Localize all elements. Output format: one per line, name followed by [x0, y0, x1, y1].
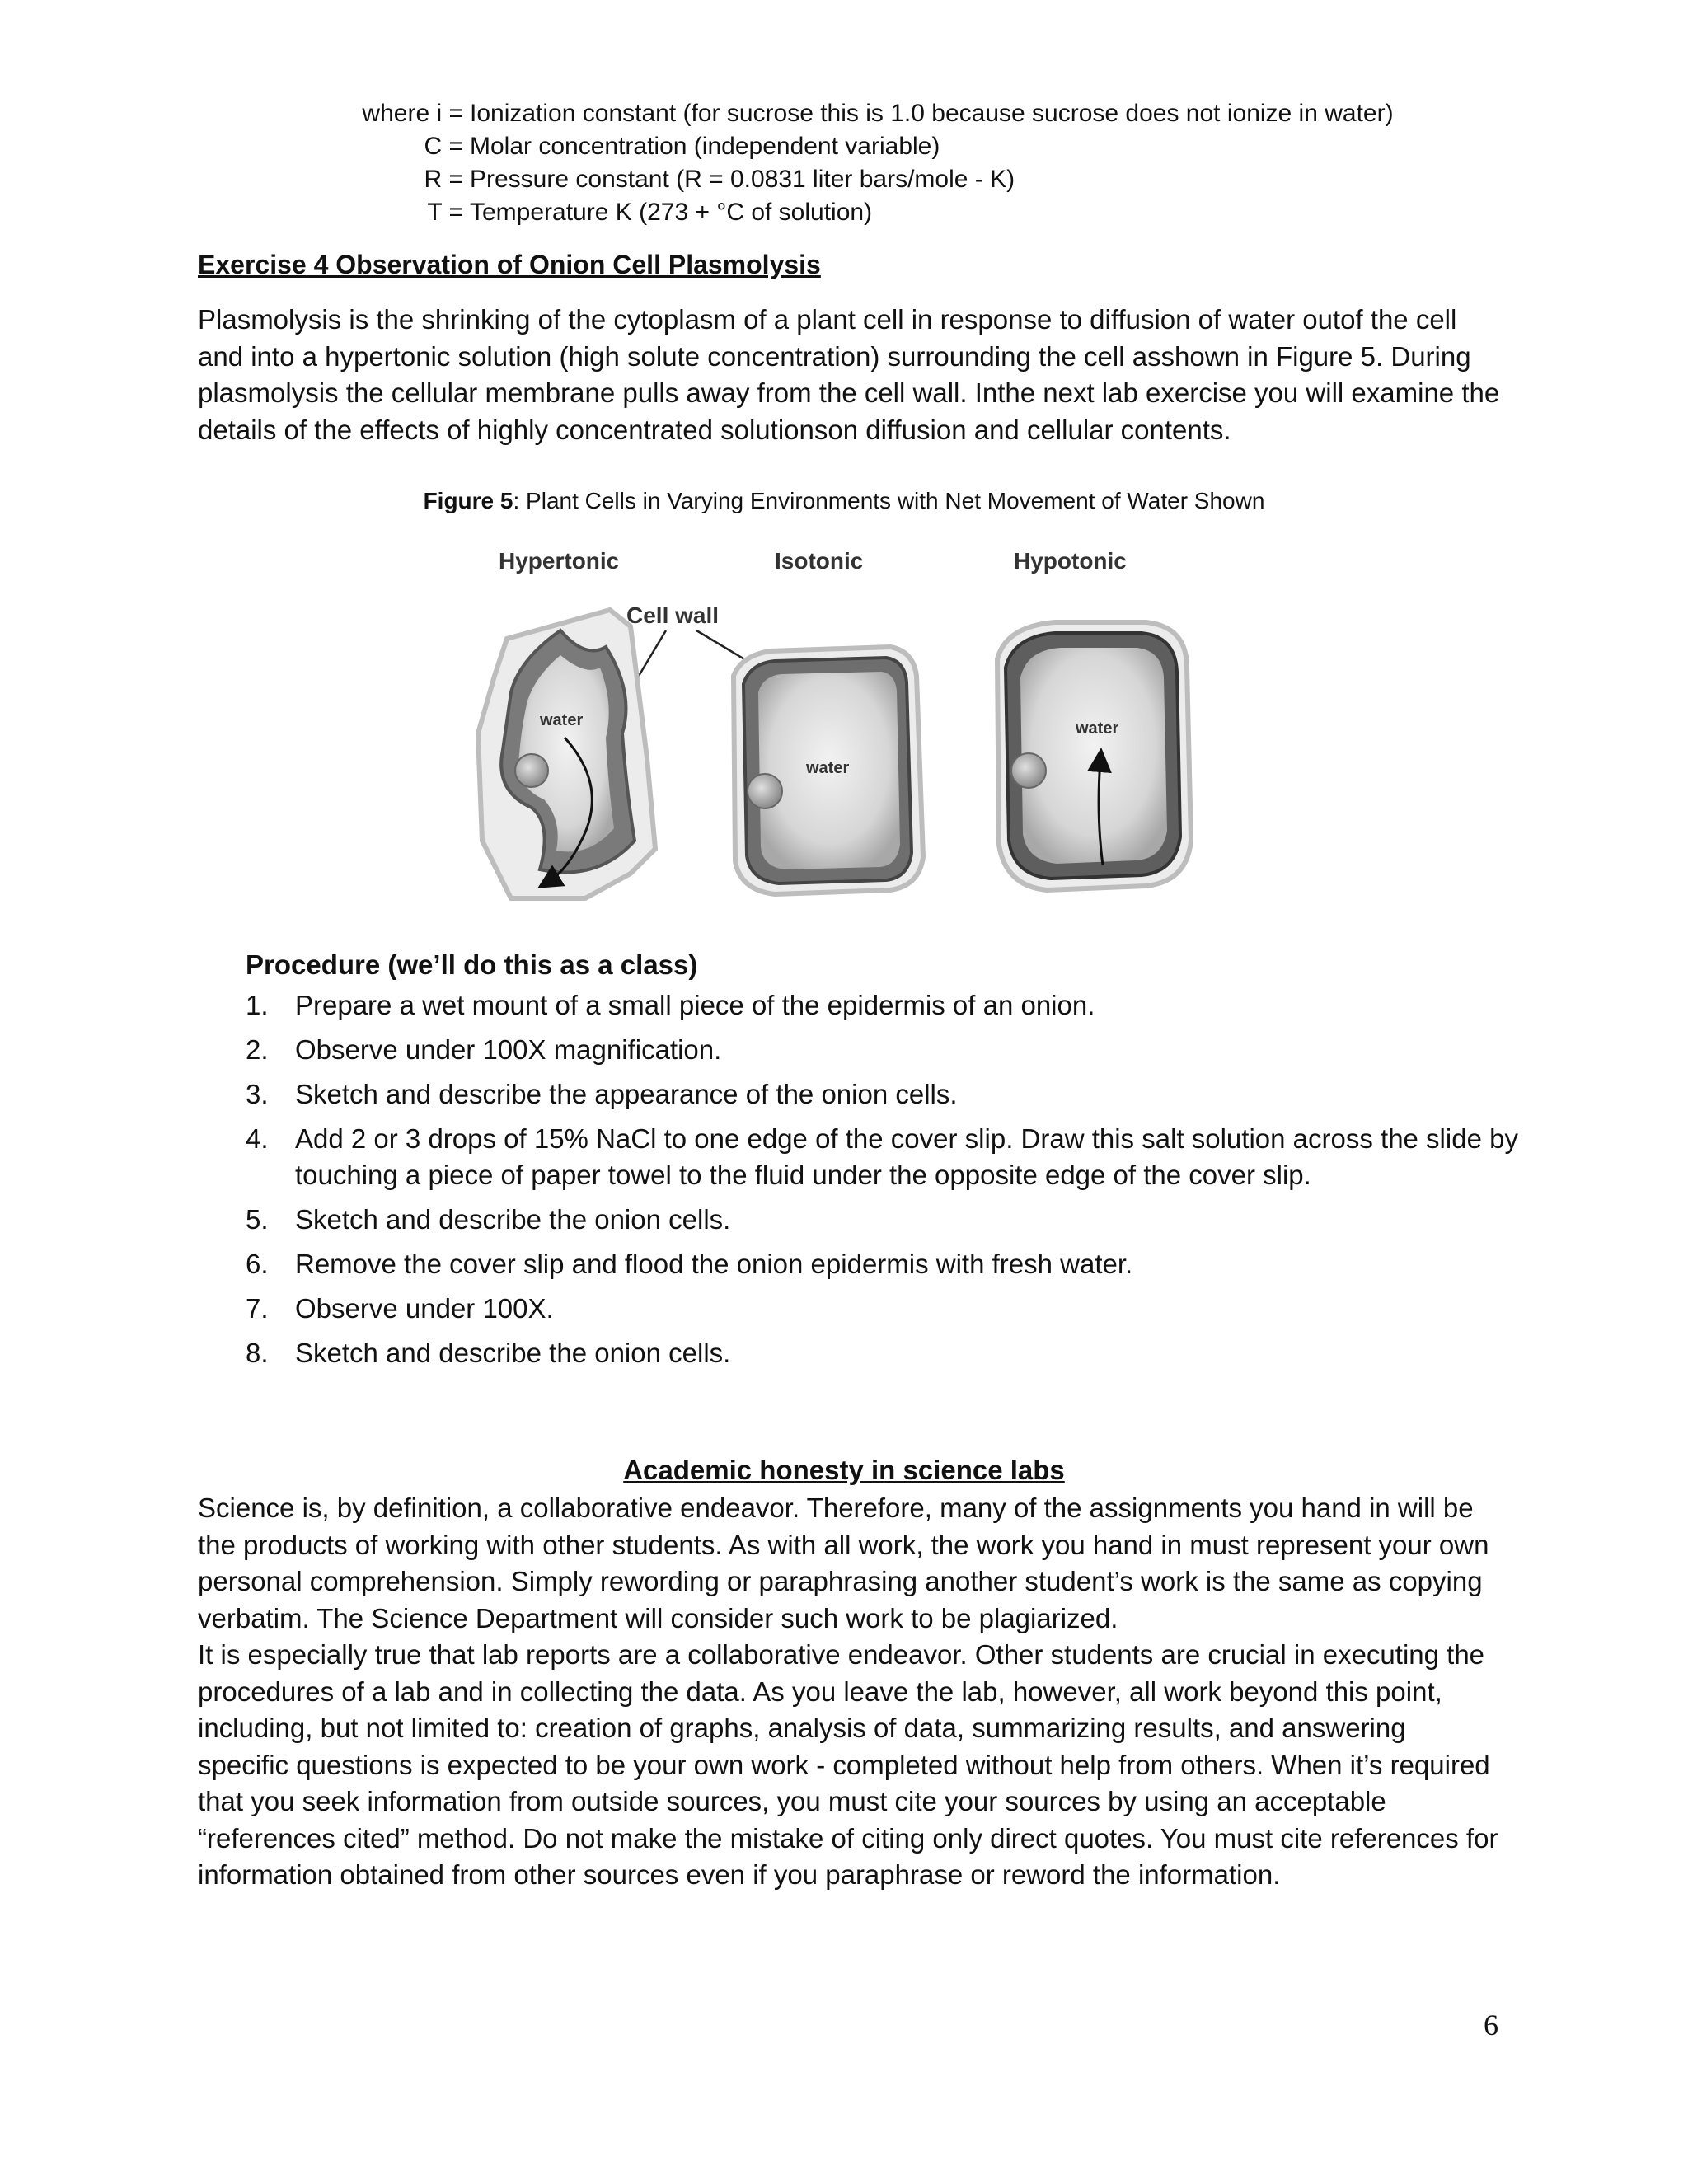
procedure-heading: Procedure (we’ll do this as a class): [246, 949, 698, 980]
isotonic-nucleus: [748, 774, 782, 808]
step-number: 6.: [246, 1249, 269, 1279]
step-number: 4.: [246, 1123, 269, 1154]
plasmolysis-paragraph: Plasmolysis is the shrinking of the cytoplasm of a plant cell in response to diffusion of water outof the cell and into a hypertonic solution (high solute concentration) surrounding the cell asshown in Figure 5. During plasmolysis the cellular membrane pulls away from the cell wall. Inthe next lab exercise you will examine the details of the effects of highly concentrated solutionson diffusion and cellular contents.: [198, 304, 1500, 445]
definition-symbol: where i =: [362, 100, 463, 127]
step-text: Observe under 100X magnification.: [295, 1034, 722, 1065]
figure-caption-text: : Plant Cells in Varying Environments with Net Movement of Water Shown: [513, 488, 1265, 513]
procedure-step: [246, 1121, 1531, 1193]
isotonic-water-label: water: [806, 759, 850, 777]
hypotonic-nucleus: [1011, 753, 1046, 788]
definition-symbol: C =: [424, 133, 463, 160]
hypertonic-cell: [478, 610, 655, 898]
plant-cells-illustration: [462, 544, 1236, 923]
hypertonic-label: Hypertonic: [499, 548, 620, 574]
definition-row: [354, 163, 1394, 196]
academic-honesty-heading: Academic honesty in science labs: [623, 1455, 1065, 1485]
isotonic-cell: [734, 647, 923, 894]
procedure-step: [246, 1335, 1531, 1371]
academic-honesty-paragraph: It is especially true that lab reports are a collaborative endeavor. Other students are crucial in executing the procedures of a lab and in collecting the data. As you leave the lab, however, all work beyond this point, including, but not limited to: creation of graphs, analysis of data, summarizing results, and answering specific questions is expected to be your own work - completed without help from others. When it’s required that you seek information from outside sources, you must cite your sources by using an acceptable “references cited” method. Do not make the mistake of citing only direct quotes. You must cite references for information obtained from other sources even if you paraphrase or reword the information.: [198, 1639, 1498, 1890]
procedure-step: [246, 1202, 1531, 1238]
exercise-4-heading: Exercise 4 Observation of Onion Cell Plasmolysis: [198, 250, 821, 279]
step-text: Sketch and describe the onion cells.: [295, 1204, 731, 1235]
definition-text: Pressure constant (R = 0.0831 liter bars/mole - K): [470, 166, 1015, 193]
step-number: 3.: [246, 1079, 269, 1109]
step-text: Sketch and describe the appearance of the onion cells.: [295, 1079, 958, 1109]
variable-definitions: [354, 97, 1394, 229]
figure-caption-label: Figure 5: [423, 488, 513, 513]
hypotonic-cytoplasm: [1020, 648, 1167, 864]
procedure-step: [246, 1032, 1531, 1068]
plant-cells-figure: [462, 544, 1236, 923]
procedure-steps: [246, 987, 1531, 1380]
step-number: 7.: [246, 1293, 269, 1324]
definition-row: [354, 196, 1394, 229]
page-number: 6: [1484, 2008, 1498, 2041]
step-text: Observe under 100X.: [295, 1293, 554, 1324]
definition-text: Temperature K (273 + °C of solution): [470, 199, 873, 226]
step-number: 2.: [246, 1034, 269, 1065]
step-text: Add 2 or 3 drops of 15% NaCl to one edge of the cover slip. Draw this salt solution across the slide by touching a piece of paper towel to the fluid under the opposite edge of the cover slip.: [295, 1123, 1518, 1190]
procedure-step: [246, 1076, 1531, 1113]
step-number: 1.: [246, 990, 269, 1020]
cell-wall-label: Cell wall: [626, 602, 720, 628]
hypertonic-nucleus: [515, 754, 548, 787]
definition-text: Molar concentration (independent variable): [470, 133, 940, 160]
procedure-step: [246, 1291, 1531, 1327]
hypotonic-water-label: water: [1076, 719, 1119, 738]
academic-honesty-body: [198, 1490, 1500, 1894]
isotonic-label: Isotonic: [775, 548, 864, 574]
cell-wall-pointer: [639, 630, 666, 676]
definition-symbol: R =: [424, 166, 463, 193]
definition-row: [354, 130, 1394, 163]
procedure-step: [246, 1246, 1531, 1282]
definition-text: Ionization constant (for sucrose this is 1.0 because sucrose does not ionize in water): [470, 100, 1394, 127]
definition-symbol: T =: [427, 199, 463, 226]
academic-honesty-paragraph: Science is, by definition, a collaborative endeavor. Therefore, many of the assignments you hand in will be the products of working with other students. As with all work, the work you hand in must represent your own personal comprehension. Simply rewording or paraphrasing another student’s work is the same as copying verbatim. The Science Department will consider such work to be plagiarized.: [198, 1493, 1489, 1633]
definition-row: [354, 97, 1394, 130]
hypotonic-cell: [997, 622, 1191, 890]
step-text: Prepare a wet mount of a small piece of the epidermis of an onion.: [295, 990, 1095, 1020]
step-text: Remove the cover slip and flood the onion epidermis with fresh water.: [295, 1249, 1133, 1279]
hypertonic-water-label: water: [540, 711, 584, 729]
figure-caption: [0, 488, 1688, 514]
step-text: Sketch and describe the onion cells.: [295, 1338, 731, 1368]
procedure-step: [246, 987, 1531, 1024]
hypotonic-label: Hypotonic: [1014, 548, 1127, 574]
step-number: 5.: [246, 1204, 269, 1235]
step-number: 8.: [246, 1338, 269, 1368]
